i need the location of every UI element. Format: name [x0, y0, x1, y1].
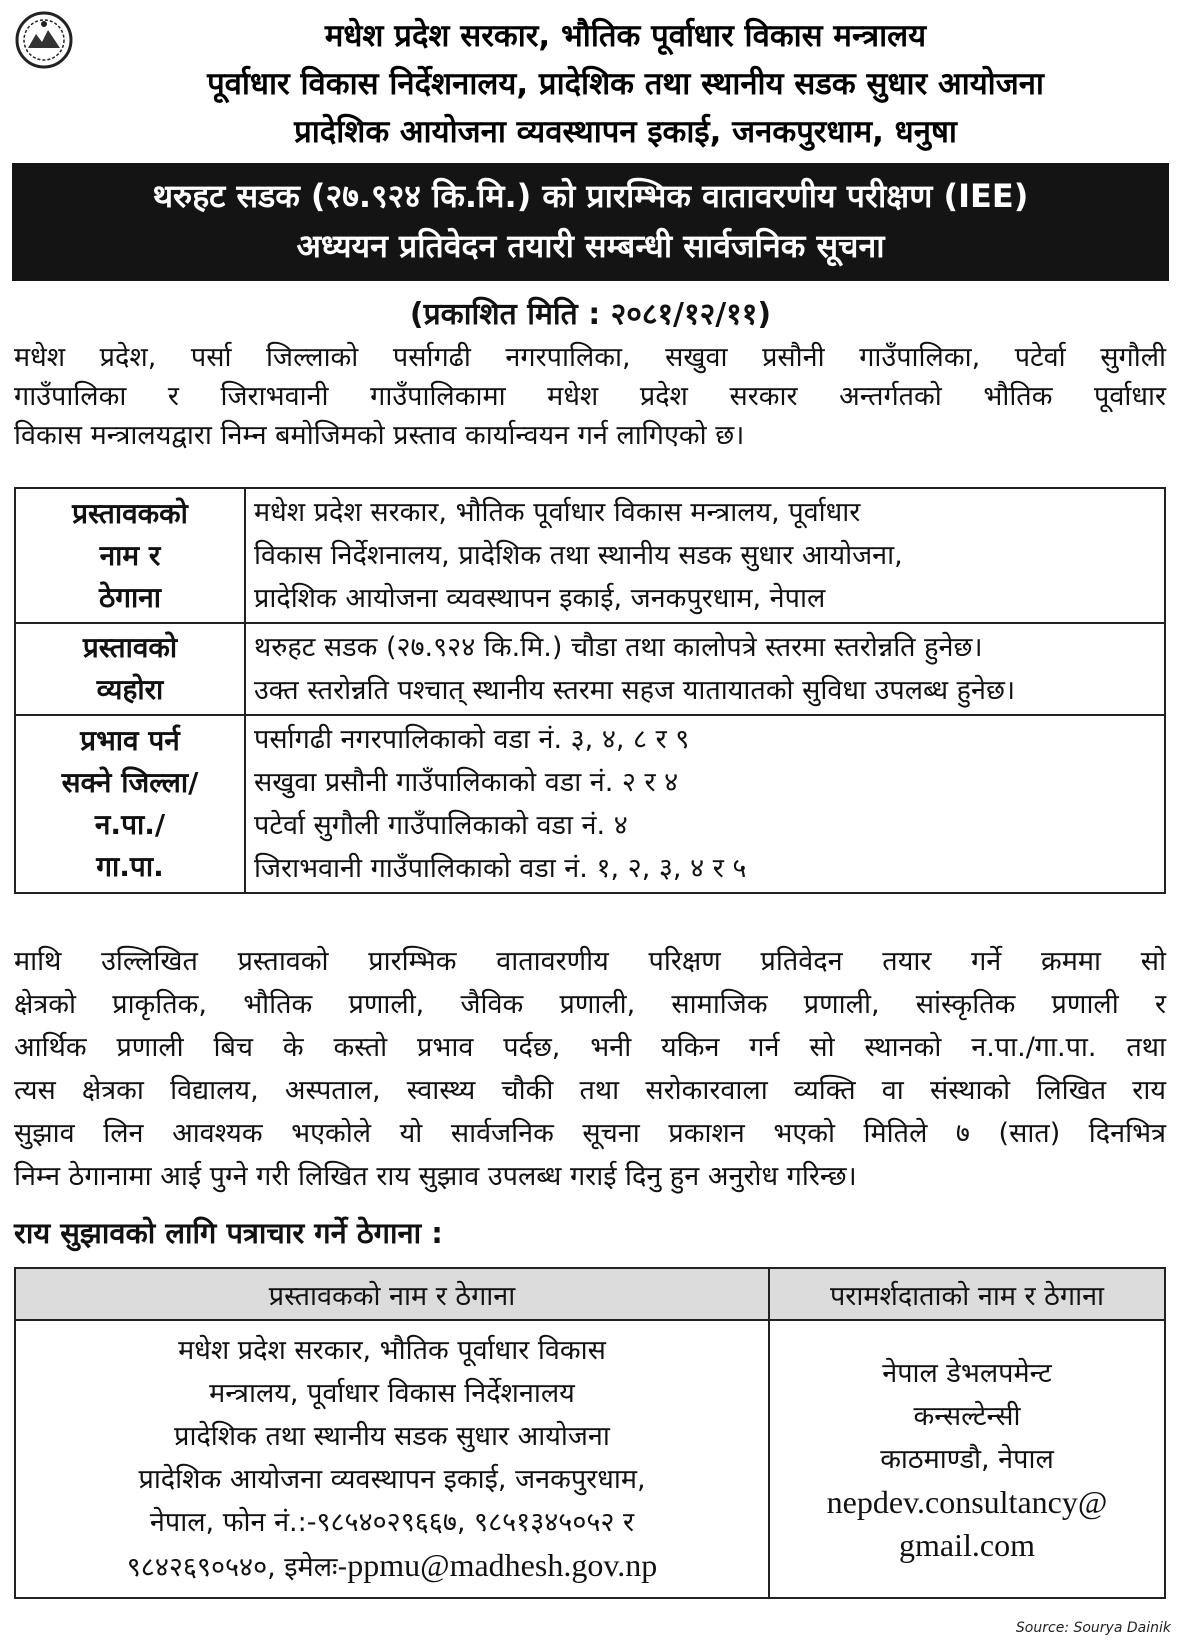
source-note: Source: Sourya Dainik [1015, 1620, 1171, 1636]
notice-title-line-2: अध्ययन प्रतिवेदन तयारी सम्बन्धी सार्वजनिक सूचना [296, 227, 885, 265]
table-header-row [15, 1268, 1165, 1320]
intro-line: गाउँपालिका र जिराभवानी गाउँपालिकामा मधेश प्रदेश सरकार अन्तर्गतको भौतिक पूर्वाधार [14, 381, 1166, 412]
published-date: (प्रकाशित मिति : २०८१/१२/११) [409, 297, 772, 332]
consultant-email-link[interactable]: nepdev.consultancy@ gmail.com [826, 1483, 1108, 1563]
proponent-address: मधेश प्रदेश सरकार, भौतिक पूर्वाधार विकास मन्त्रालय, पूर्वाधार विकास निर्देशनालय प्रादेशिक तथा स्थानीय सडक सुधार आयोजना प्रादेशिक आयोजना व्यवस्थापन इकाई, जनकपुरधाम, नेपाल, फोन नं.:-९८५४०२९६६७, ९८५१३४५०५२ र ९८४२६९०५४०, इमेलः-ppmu@madhesh.gov.np [15, 1320, 769, 1598]
notice-title-line-1: थरुहट सडक (२७.९२४ कि.मि.) को प्रारम्भिक वातावरणीय परीक्षण (IEE) [152, 177, 1029, 215]
proponent-column-header: प्रस्तावकको नाम र ठेगाना [15, 1268, 769, 1320]
table-row [15, 1320, 1165, 1598]
ministry-heading: मधेश प्रदेश सरकार, भौतिक पूर्वाधार विकास मन्त्रालय [324, 18, 927, 54]
intro-paragraph [14, 338, 1166, 455]
body-line: आर्थिक प्रणाली बिच के कस्तो प्रभाव पर्दछ, भनी यकिन गर्न सो स्थानको न.पा./गा.पा. तथा [14, 1032, 1166, 1063]
proponent-email-link[interactable]: ppmu@madhesh.gov.np [347, 1547, 658, 1583]
body-line: निम्न ठेगानामा आई पुग्ने गरी लिखित राय सुझाव उपलब्ध गराई दिनु हुन अनुरोध गरिन्छ। [14, 1161, 857, 1192]
notice-title-banner [12, 163, 1169, 281]
proponent-label: प्रस्तावकको नाम र ठेगाना [15, 488, 245, 623]
intro-line: विकास मन्त्रालयद्वारा निम्न बमोजिमको प्रस्ताव कार्यान्वयन गर्न लागिएको छ। [14, 420, 745, 451]
table-row [15, 715, 1165, 893]
consultant-address: नेपाल डेभलपमेन्ट कन्सल्टेन्सी काठमाण्डौ, नेपाल nepdev.consultancy@ gmail.com [769, 1320, 1165, 1598]
body-paragraph [14, 940, 1166, 1198]
body-line: माथि उल्लिखित प्रस्तावको प्रारम्भिक वातावरणीय परिक्षण प्रतिवेदन तयार गर्ने क्रममा सो [14, 946, 1166, 977]
proponent-value: मधेश प्रदेश सरकार, भौतिक पूर्वाधार विकास मन्त्रालय, पूर्वाधार विकास निर्देशनालय, प्रादेशिक तथा स्थानीय सडक सुधार आयोजना, प्रादेशिक आयोजना व्यवस्थापन इकाई, जनकपुरधाम, नेपाल [245, 488, 1165, 623]
table-row [15, 488, 1165, 623]
body-line: त्यस क्षेत्रका विद्यालय, अस्पताल, स्वास्थ्य चौकी तथा सरोकारवाला व्यक्ति वा संस्थाको लिखित राय [14, 1075, 1166, 1106]
nepal-emblem-icon [14, 10, 74, 70]
affected-area-value: पर्सागढी नगरपालिकाको वडा नं. ३, ४, ८ र ९ सखुवा प्रसौनी गाउँपालिकाको वडा नं. २ र ४ पटेर्वा सुगौली गाउँपालिकाको वडा नं. ४ जिराभवानी गाउँपालिकाको वडा नं. १, २, ३, ४ र ५ [245, 715, 1165, 893]
contact-table [14, 1267, 1166, 1599]
correspondence-title: राय सुझावको लागि पत्राचार गर्ने ठेगाना : [14, 1216, 443, 1250]
body-line: सुझाव लिन आवश्यक भएकोले यो सार्वजनिक सूचना प्रकाशन भएको मितिले ७ (सात) दिनभित्र [14, 1118, 1166, 1149]
proposal-info-table [14, 487, 1166, 894]
intro-line: मधेश प्रदेश, पर्सा जिल्लाको पर्सागढी नगरपालिका, सखुवा प्रसौनी गाउँपालिका, पटेर्वा सुगौली [14, 342, 1166, 373]
affected-area-label: प्रभाव पर्न सक्ने जिल्ला/ न.पा./ गा.पा. [15, 715, 245, 893]
body-line: क्षेत्रको प्राकृतिक, भौतिक प्रणाली, जैविक प्रणाली, सामाजिक प्रणाली, सांस्कृतिक प्रणाली र [14, 989, 1166, 1020]
proposal-label: प्रस्तावको व्यहोरा [15, 623, 245, 715]
table-row [15, 623, 1165, 715]
directorate-heading: पूर्वाधार विकास निर्देशनालय, प्रादेशिक तथा स्थानीय सडक सुधार आयोजना [207, 66, 1044, 102]
consultant-column-header: परामर्शदाताको नाम र ठेगाना [769, 1268, 1165, 1320]
proposal-value: थरुहट सडक (२७.९२४ कि.मि.) चौडा तथा कालोपत्रे स्तरमा स्तरोन्नति हुनेछ। उक्त स्तरोन्नति पश्चात् स्थानीय स्तरमा सहज यातायातको सुविधा उपलब्ध हुनेछ। [245, 623, 1165, 715]
unit-heading: प्रादेशिक आयोजना व्यवस्थापन इकाई, जनकपुरधाम, धनुषा [294, 114, 957, 150]
